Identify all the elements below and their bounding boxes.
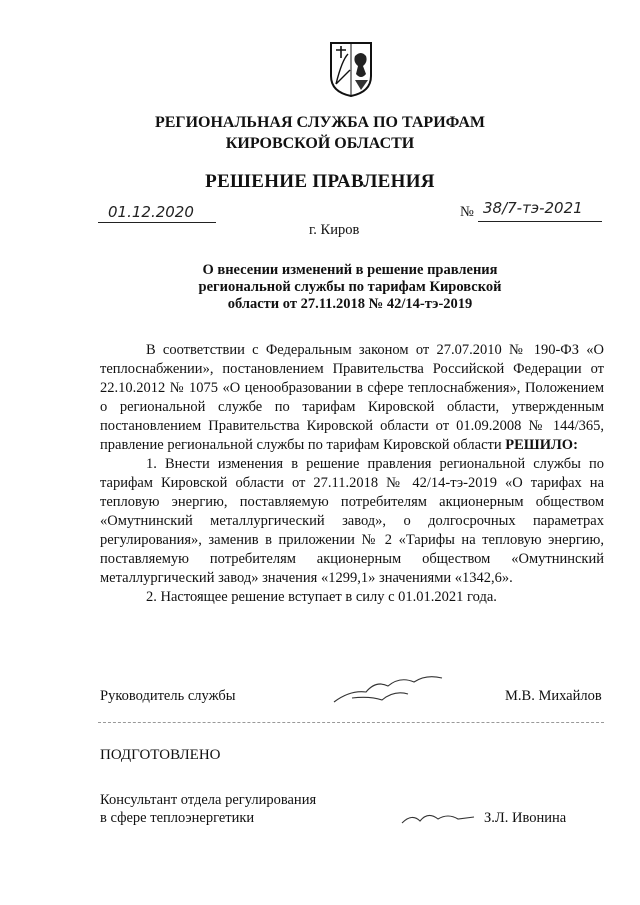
signatory-position: Руководитель службы <box>100 688 236 704</box>
prepared-label: ПОДГОТОВЛЕНО <box>100 747 221 763</box>
preparer-signature <box>398 805 478 831</box>
organization-name-line2: КИРОВСКОЙ ОБЛАСТИ <box>225 135 415 152</box>
organization-name-line1: РЕГИОНАЛЬНАЯ СЛУЖБА ПО ТАРИФАМ <box>154 114 486 131</box>
number-sign: № <box>460 204 474 220</box>
preamble-paragraph <box>100 341 604 455</box>
resolved-word: РЕШИЛО: <box>505 437 578 453</box>
coat-of-arms-emblem <box>328 40 374 98</box>
number-underline <box>478 221 602 222</box>
separator-line <box>98 722 604 723</box>
director-signature <box>330 668 450 710</box>
document-date: 01.12.2020 <box>108 203 194 221</box>
subject-line3: области от 27.11.2018 № 42/14-тэ-2019 <box>227 296 473 312</box>
document-subject <box>180 262 520 313</box>
subject-line1: О внесении изменений в решение правления <box>202 262 498 278</box>
signatory-name: М.В. Михайлов <box>505 688 602 704</box>
document-number: 38/7-тэ-2021 <box>483 199 583 217</box>
subject-line2: региональной службы по тарифам Кировской <box>198 279 502 295</box>
date-underline <box>98 222 216 223</box>
document-title: РЕШЕНИЕ ПРАВЛЕНИЯ <box>205 171 435 192</box>
preamble-text: В соответствии с Федеральным законом от 27.07.2010 № 190-ФЗ «О теплоснабжении», постановлением Правительства Российской Федерации от 22.10.2012 № 1075 «О ценообразовании в сфере теплоснабжения», Положением о региональной службе по тарифам Кировской области, утвержденным постановлением Правительства Кировской области от 01.09.2008 № 144/365, правление региональной службы по тарифам Кировской области <box>100 342 604 453</box>
item-2: 2. Настоящее решение вступает в силу с 01.01.2021 года. <box>146 589 497 605</box>
preparer-name: З.Л. Ивонина <box>484 810 567 826</box>
document-body <box>100 341 604 607</box>
item-1: 1. Внести изменения в решение правления региональной службы по тарифам Кировской области от 27.11.2018 № 42/14-тэ-2019 «О тарифах на тепловую энергию, поставляемую потребителям акционерным обществом «Омутнинский металлургический завод», о долгосрочных параметрах регулирования», заменив в приложении № 2 «Тарифы на тепловую энергию, поставляемую потребителям акционерным обществом «Омутнинский металлургический завод» значения «1299,1» значениями «1342,6». <box>100 456 604 586</box>
preparer-position-line2: в сфере теплоэнергетики <box>100 810 255 826</box>
preparer-position-line1: Консультант отдела регулирования <box>100 792 317 808</box>
city: г. Киров <box>309 222 360 238</box>
